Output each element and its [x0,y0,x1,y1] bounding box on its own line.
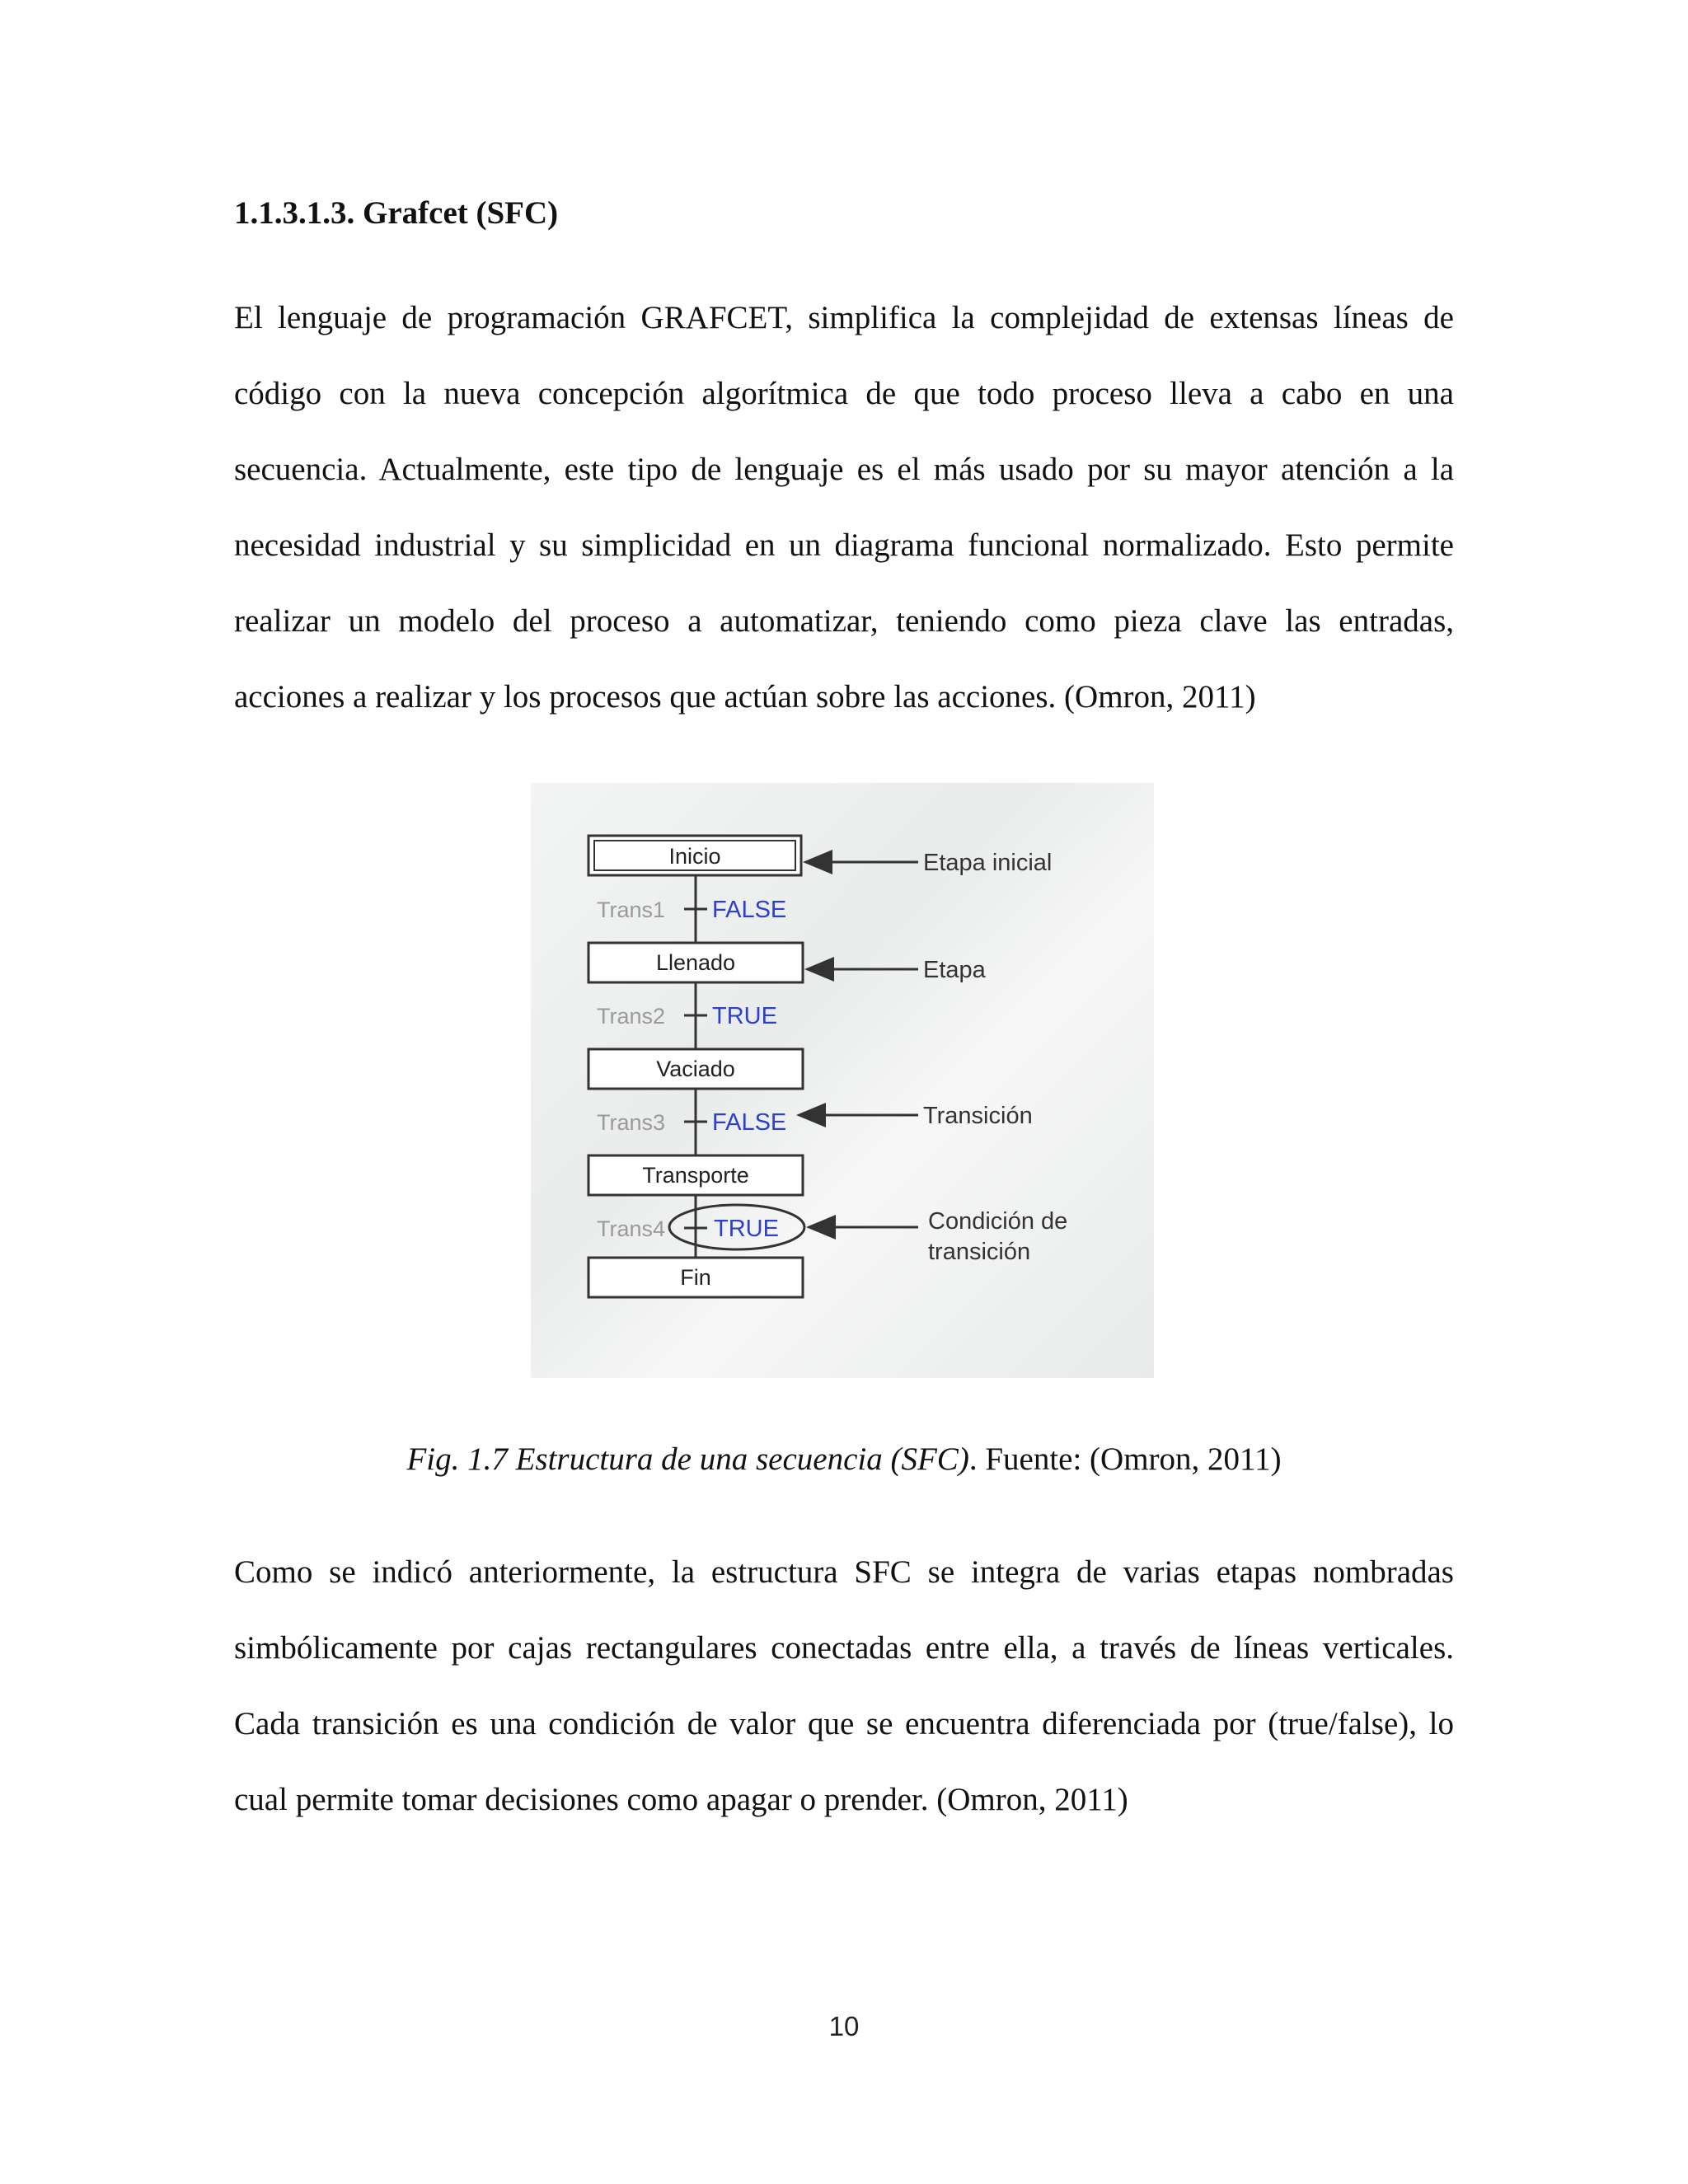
transition-2 [597,1003,777,1029]
body-paragraph-1: El lenguaje de programación GRAFCET, simplifica la complejidad de extensas líneas de código con la nueva concepción algorítmica de que todo proceso lleva a cabo en una secuencia. Actualmente, este tipo de lenguaje es el más usado por su mayor atención a la necesidad industrial y su simplicidad en un diagrama funcional normalizado. Esto permite realizar un modelo del proceso a automatizar, teniendo como pieza clave las entradas, acciones a realizar y los procesos que actúan sobre las acciones. (Omron, 2011) [234,300,1454,715]
caption-title: Fig. 1.7 Estructura de una secuencia (SFC) [406,1441,969,1477]
transition-value: FALSE [712,897,787,923]
step-transporte [588,1155,803,1195]
step-label: Transporte [642,1163,749,1188]
step-vaciado [588,1049,803,1089]
transition-4 [597,1205,804,1249]
step-label: Llenado [655,950,736,975]
transition-value: FALSE [712,1109,787,1136]
annotation-etapa-inicial [805,850,1052,876]
sfc-diagram [531,783,1154,1378]
body-paragraph-2: Como se indicó anteriormente, la estructura SFC se integra de varias etapas nombradas simbólicamente por cajas rectangulares conectadas entre ella, a través de líneas verticales. Cada transición es una condición de valor que se encuentra diferenciada por (true/false), lo cual permite tomar decisiones como apagar o prender. (Omron, 2011) [234,1554,1454,1817]
transition-label: Trans3 [597,1110,666,1135]
svg-text:Condición de: Condición de [928,1208,1068,1235]
transition-label: Trans1 [597,898,666,922]
transition-label: Trans2 [597,1004,666,1029]
annotation-condicion [809,1208,1067,1265]
step-label: Fin [680,1265,711,1290]
step-inicio [588,836,801,875]
svg-text:transición: transición [928,1239,1031,1265]
transition-value: TRUE [712,1003,777,1029]
step-label: Vaciado [656,1057,735,1081]
figure-caption [0,1441,1688,1478]
sfc-figure [531,783,1154,1378]
svg-text:Etapa: Etapa [923,957,986,983]
step-fin [588,1258,803,1297]
transition-value: TRUE [714,1216,779,1242]
section-heading: 1.1.3.1.3. Grafcet (SFC) [234,195,559,231]
svg-text:Etapa inicial: Etapa inicial [923,850,1053,876]
transition-3 [597,1109,786,1136]
annotation-transicion [799,1103,1033,1129]
step-label: Inicio [668,844,721,869]
caption-source: . Fuente: (Omron, 2011) [968,1441,1282,1477]
transition-1 [597,897,786,923]
transition-label: Trans4 [597,1216,666,1241]
step-llenado [588,943,803,982]
svg-text:Transición: Transición [923,1103,1033,1129]
annotation-etapa [807,957,987,983]
page-number: 10 [828,2011,860,2041]
